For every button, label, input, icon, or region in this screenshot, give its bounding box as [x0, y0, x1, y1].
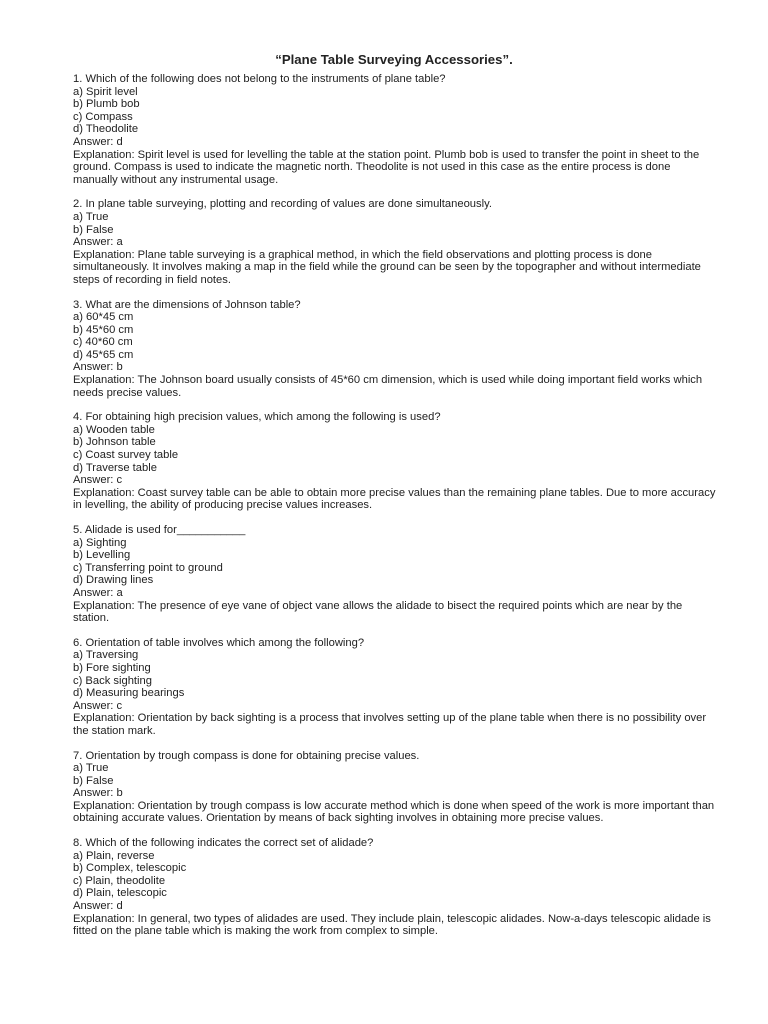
question-text: 1. Which of the following does not belong to the instruments of plane table?	[73, 73, 446, 85]
option: b) Levelling	[73, 549, 131, 562]
answer: Answer: d	[73, 135, 123, 148]
question-text: 6. Orientation of table involves which among the following?	[73, 636, 365, 649]
option: c) Transferring point to ground	[73, 561, 223, 574]
explanation: Explanation: Spirit level is used for levelling the table at the station point. Plumb bob is used to transfer the point in sheet to the ground. Compass is used to indicate the magnetic north. Theodolite is not used in this case as the entire process is done manually without any instrumental usage.	[73, 148, 700, 186]
explanation: Explanation: Plane table surveying is a graphical method, in which the field observations and plotting process is done simultaneously. It involves making a map in the field while the ground can be seen by the topographer and without intermediate steps of recording in field notes.	[73, 248, 701, 286]
option: a) 60*45 cm	[73, 311, 134, 324]
option: a) True	[73, 210, 109, 223]
explanation: Explanation: The Johnson board usually consists of 45*60 cm dimension, which is used while doing important field works which needs precise values.	[73, 374, 703, 399]
answer: Answer: d	[73, 900, 123, 913]
option: b) Fore sighting	[73, 661, 151, 674]
explanation: Explanation: Coast survey table can be able to obtain more precise values than the remaining plane tables. Due to more accuracy in levelling, the ability of producing precise values increases.	[73, 486, 716, 512]
option: b) Johnson table	[73, 436, 156, 449]
explanation: Explanation: Orientation by back sighting is a process that involves setting up of the plane table when there is no possibility over the station mark.	[73, 712, 707, 737]
option: a) Wooden table	[73, 423, 155, 436]
option: d) 45*65 cm	[73, 348, 134, 361]
option: c) 40*60 cm	[73, 336, 133, 349]
answer: Answer: b	[73, 787, 123, 800]
option: a) True	[73, 762, 109, 775]
option: b) False	[73, 774, 114, 787]
explanation: Explanation: In general, two types of alidades are used. They include plain, telescopic alidades. Now-a-days telescopic alidade is fitted on the plane table which is making the work from complex to simple.	[73, 912, 711, 938]
question-text: 4. For obtaining high precision values, which among the following is used?	[73, 411, 441, 424]
option: d) Traverse table	[73, 461, 157, 474]
question-list	[73, 73, 718, 950]
option: a) Sighting	[73, 536, 127, 549]
option: c) Compass	[73, 110, 133, 123]
question-text: 2. In plane table surveying, plotting and recording of values are done simultaneously.	[73, 198, 492, 211]
option: a) Traversing	[73, 649, 139, 662]
option: d) Plain, telescopic	[73, 887, 167, 900]
question-block-5	[73, 524, 718, 625]
question-text: 7. Orientation by trough compass is done for obtaining precise values.	[73, 749, 420, 762]
option: c) Plain, theodolite	[73, 874, 166, 887]
question-block-3	[73, 299, 718, 400]
question-block-8	[73, 837, 718, 938]
answer: Answer: b	[73, 361, 123, 374]
question-block-2	[73, 198, 718, 286]
option: d) Theodolite	[73, 123, 139, 136]
option: c) Coast survey table	[73, 449, 179, 462]
question-text: 3. What are the dimensions of Johnson table?	[73, 298, 301, 311]
question-text: 5. Alidade is used for___________	[73, 524, 246, 536]
option: c) Back sighting	[73, 674, 152, 687]
explanation: Explanation: The presence of eye vane of object vane allows the alidade to bisect the required points which are near by the station.	[73, 599, 683, 625]
question-block-4	[73, 411, 718, 512]
option: b) Plumb bob	[73, 98, 140, 111]
question-block-1	[73, 73, 718, 186]
answer: Answer: c	[73, 699, 123, 712]
document-title: “Plane Table Surveying Accessories”.	[275, 52, 513, 67]
explanation: Explanation: Orientation by trough compass is low accurate method which is done when speed of the work is more important than obtaining accurate values. Orientation by means of back sighting involves in obtaining more precise values.	[73, 799, 715, 825]
option: a) Spirit level	[73, 85, 138, 98]
answer: Answer: c	[73, 474, 123, 487]
option: d) Measuring bearings	[73, 687, 185, 700]
option: b) False	[73, 223, 114, 236]
question-block-6	[73, 637, 718, 738]
option: d) Drawing lines	[73, 574, 154, 587]
answer: Answer: a	[73, 586, 123, 599]
option: b) 45*60 cm	[73, 323, 134, 336]
option: a) Plain, reverse	[73, 849, 155, 862]
option: b) Complex, telescopic	[73, 862, 187, 875]
answer: Answer: a	[73, 236, 123, 249]
question-block-7	[73, 750, 718, 826]
question-text: 8. Which of the following indicates the correct set of alidade?	[73, 837, 374, 850]
